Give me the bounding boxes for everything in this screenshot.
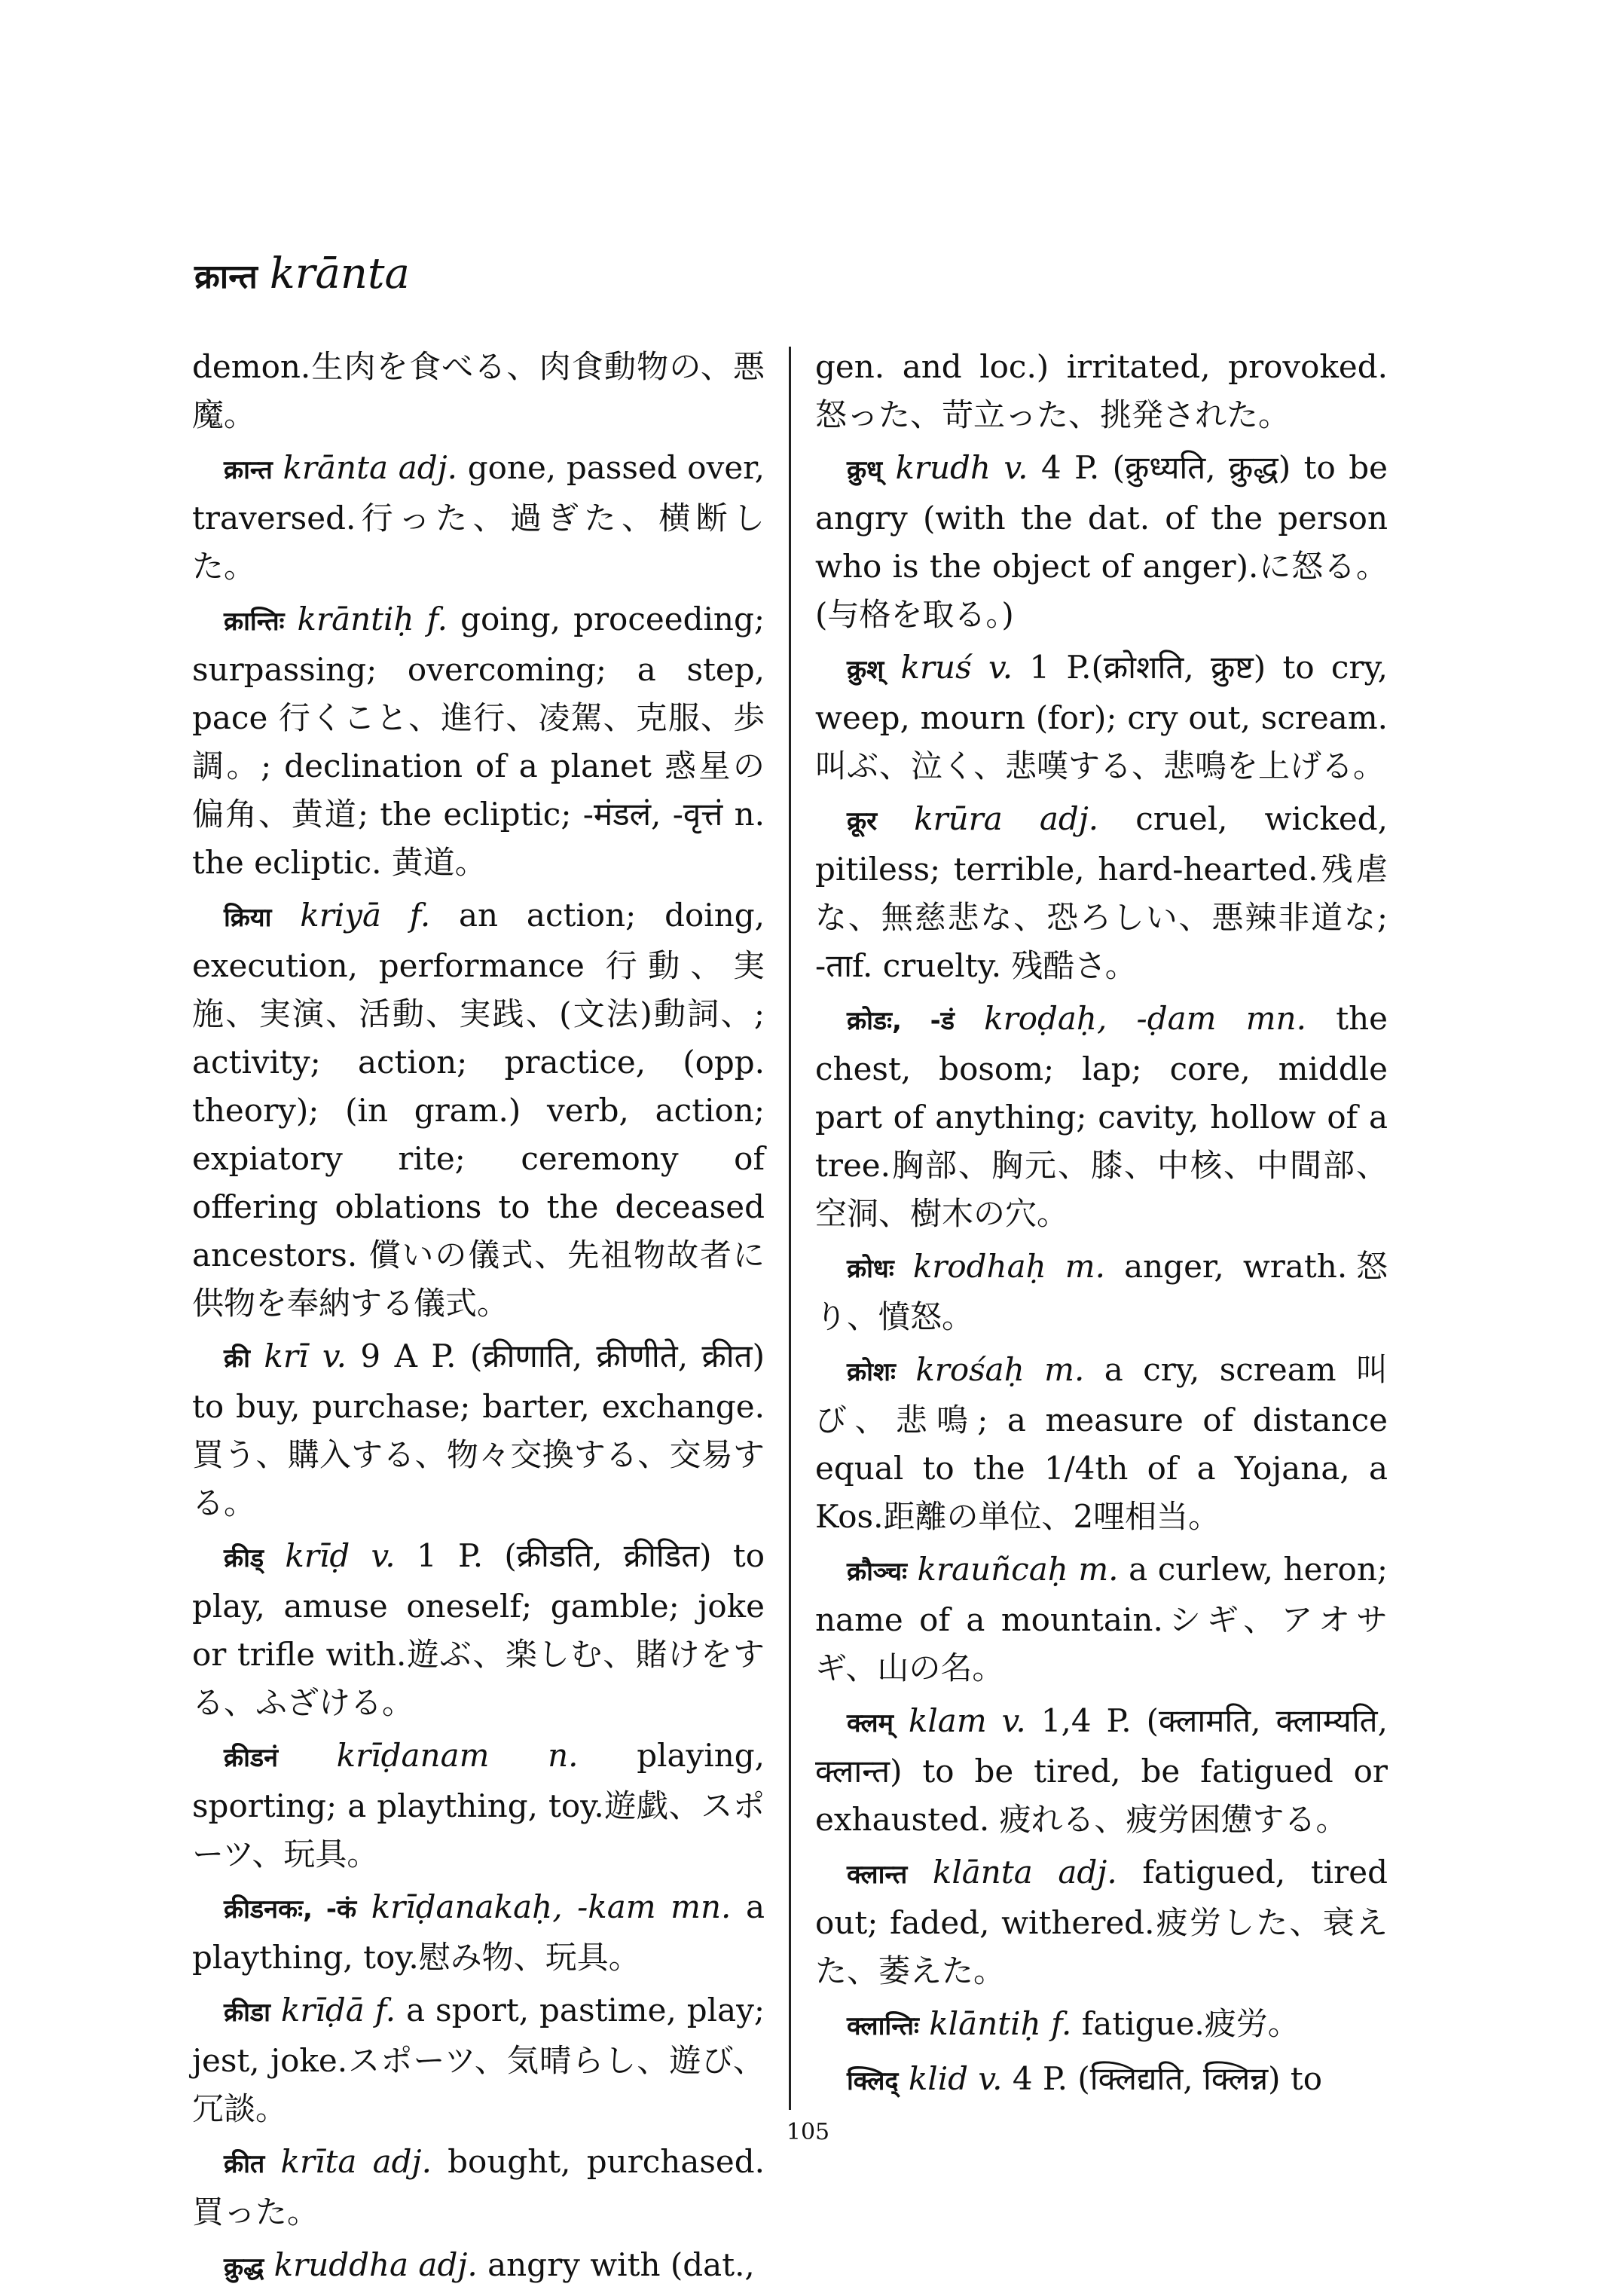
dictionary-entry [815,2055,1388,2105]
entry-headword-roman: kruddha adj. [273,2246,478,2283]
entry-definition: a sport, pastime, play; jest, joke.スポーツ、気晴らし、遊び、冗談。 [192,1992,765,2127]
entry-definition: 4 P. (क्लिद्यति, क्लिन्न) to [1012,2060,1323,2097]
entry-headword-roman: krīḍā f. [280,1992,396,2028]
entry-definition: 9 A P. (क्रीणाति, क्रीणीते, क्रीत) to buy, purchase; barter, exchange.買う、購入する、物々交換する、交易する。 [192,1338,765,1521]
dictionary-entry [192,343,765,439]
entry-headword-devanagari: क्रौञ्चः [847,1557,907,1587]
entry-definition: a plaything, toy.慰み物、玩具。 [192,1888,765,1976]
dictionary-entry [192,1732,765,1879]
dictionary-entry [815,995,1388,1238]
entry-definition: playing, sporting; a plaything, toy.遊戯、スポーツ、玩具。 [192,1737,765,1873]
entry-definition: demon.生肉を食べる、肉食動物の、悪魔。 [192,348,765,433]
page-header [194,249,410,298]
entry-headword-roman: krī v. [264,1338,347,1374]
entry-headword-devanagari: क्लान्तिः [847,2011,919,2041]
header-headword-devanagari: क्रान्त [194,258,258,296]
entry-headword-devanagari: क्रुश् [847,655,884,685]
dictionary-entry [192,1532,765,1727]
dictionary-entry [815,444,1388,639]
entry-definition: gen. and loc.) irritated, provoked. 怒った、苛立った、挑発された。 [815,348,1388,433]
left-column [192,343,765,2296]
dictionary-entry [815,795,1388,990]
dictionary-entry [815,1545,1388,1692]
entry-headword-devanagari: क्रोडः, -डं [847,1006,955,1036]
entry-headword-roman: klānta adj. [932,1854,1117,1891]
right-column [815,343,1388,2110]
entry-definition: a cry, scream 叫び、悲鳴; a measure of distance equal to the 1/4th of a Yojana, a Kos.距離の単位、2哩相当。 [815,1351,1388,1535]
entry-definition: the chest, bosom; lap; core, middle part of anything; cavity, hollow of a tree.胸部、胸元、膝、中核、中間部、空洞、樹木の穴。 [815,1000,1388,1232]
entry-headword-devanagari: क्रान्तिः [224,607,285,637]
entry-definition: fatigue.疲労。 [1081,2005,1300,2042]
entry-definition: 1 P. (क्रीडति, क्रीडित) to play, amuse oneself; gamble; joke or trifle with.遊ぶ、楽しむ、賭けをする、ふざける。 [192,1537,765,1721]
entry-headword-roman: krodhaḥ m. [912,1248,1105,1285]
entry-headword-roman: krośaḥ m. [915,1351,1085,1388]
entry-headword-roman: kruś v. [900,649,1013,686]
entry-definition: anger, wrath.怒り、憤怒。 [815,1248,1388,1335]
entry-definition: gone, passed over, traversed.行った、過ぎた、横断した。 [192,449,765,585]
entry-headword-devanagari: क्रीत [224,2149,265,2179]
entry-headword-roman: kriyā f. [300,897,431,934]
entry-headword-devanagari: क्रुध् [847,455,883,485]
dictionary-entry [192,595,765,887]
entry-definition: bought, purchased.買った。 [192,2143,765,2230]
entry-definition: angry with (dat., [487,2246,755,2283]
entry-headword-roman: krīḍanakaḥ, -kam mn. [371,1888,732,1925]
entry-headword-roman: klam v. [908,1702,1026,1739]
entry-headword-devanagari: क्लिद् [847,2066,899,2096]
dictionary-entry [815,1848,1388,1995]
dictionary-entry [815,644,1388,790]
entry-headword-devanagari: क्रीडनकः, -कं [224,1894,357,1925]
entry-headword-devanagari: क्रोधः [847,1254,894,1284]
entry-headword-devanagari: क्रोशः [847,1357,896,1387]
entry-headword-roman: krauñcaḥ m. [917,1551,1119,1588]
entry-definition: a curlew, heron; name of a mountain.シギ、アオサギ、山の名。 [815,1551,1388,1686]
column-divider [789,347,791,2110]
entry-headword-roman: krīḍ v. [285,1537,396,1574]
dictionary-entry [192,2138,765,2236]
entry-headword-devanagari: क्लान्त [847,1860,908,1890]
dictionary-entry [815,1243,1388,1341]
entry-definition: fatigued, tired out; faded, withered.疲労した、衰えた、萎えた。 [815,1854,1388,1989]
dictionary-entry [192,1332,765,1527]
entry-headword-devanagari: क्रुद्ध [224,2252,264,2282]
entry-headword-roman: kroḍaḥ, -ḍam mn. [984,1000,1306,1037]
entry-headword-devanagari: क्रीडा [224,1998,270,2028]
entry-headword-roman: krudh v. [895,449,1028,486]
entry-headword-roman: klāntiḥ f. [929,2005,1072,2042]
entry-definition: an action; doing, execution, performance 行動、実施、実演、活動、実践、(文法)動詞、; activity; action; practice, (opp. theory); (in gram.) verb, action; expiatory rite; ceremony of offering oblations to the deceased ancestors. 償いの儀式、先祖物故者に供物を奉納する儀式。 [192,897,765,1322]
entry-headword-roman: krūra adj. [914,800,1099,837]
dictionary-entry [815,1697,1388,1844]
entry-definition: going, proceeding; surpassing; overcoming; a step, pace 行くこと、進行、凌駕、克服、歩調。; declination of a planet 惑星の偏角、黄道; the ecliptic; -मंडलं, -वृत्तं n. the ecliptic. 黄道。 [192,601,765,881]
entry-headword-roman: krāntiḥ f. [297,601,448,637]
entry-headword-roman: krīḍanam n. [336,1737,579,1774]
entry-headword-devanagari: क्रिया [224,903,272,933]
entry-definition: 4 P. (क्रुध्यति, क्रुद्ध) to be angry (with the dat. of the person who is the object of anger).に怒る。(与格を取る。) [815,449,1388,633]
entry-definition: cruel, wicked, pitiless; terrible, hard-hearted.残虐な、無慈悲な、恐ろしい、悪辣非道な; -ताf. cruelty. 残酷さ。 [815,800,1388,984]
entry-headword-devanagari: क्रान्त [224,455,273,485]
entry-headword-devanagari: क्रीडनं [224,1743,278,1773]
dictionary-entry [815,343,1388,439]
entry-headword-devanagari: क्री [224,1344,250,1374]
entry-headword-roman: krīta adj. [280,2143,432,2180]
entry-headword-devanagari: क्रूर [847,806,878,836]
dictionary-entry [192,1986,765,2133]
entry-headword-devanagari: क्रीड् [224,1543,264,1573]
entry-definition: 1 P.(क्रोशति, क्रुष्ट) to cry, weep, mourn (for); cry out, scream. 叫ぶ、泣く、悲嘆する、悲鳴を上げる。 [815,649,1388,784]
dictionary-entry [192,444,765,591]
dictionary-entry [192,891,765,1328]
page-number: 105 [786,2119,830,2145]
entry-definition: 1,4 P. (क्लामति, क्लाम्यति, क्लान्त) to be tired, be fatigued or exhausted. 疲れる、疲労困憊する。 [815,1702,1388,1838]
dictionary-entry [192,2241,765,2291]
dictionary-entry [815,1346,1388,1541]
entry-headword-roman: klid v. [908,2060,1003,2097]
dictionary-entry [192,1883,765,1982]
dictionary-entry [815,2000,1388,2050]
header-headword-roman: krānta [269,249,410,298]
entry-headword-devanagari: क्लम् [847,1708,894,1738]
entry-headword-roman: krānta adj. [283,449,458,486]
